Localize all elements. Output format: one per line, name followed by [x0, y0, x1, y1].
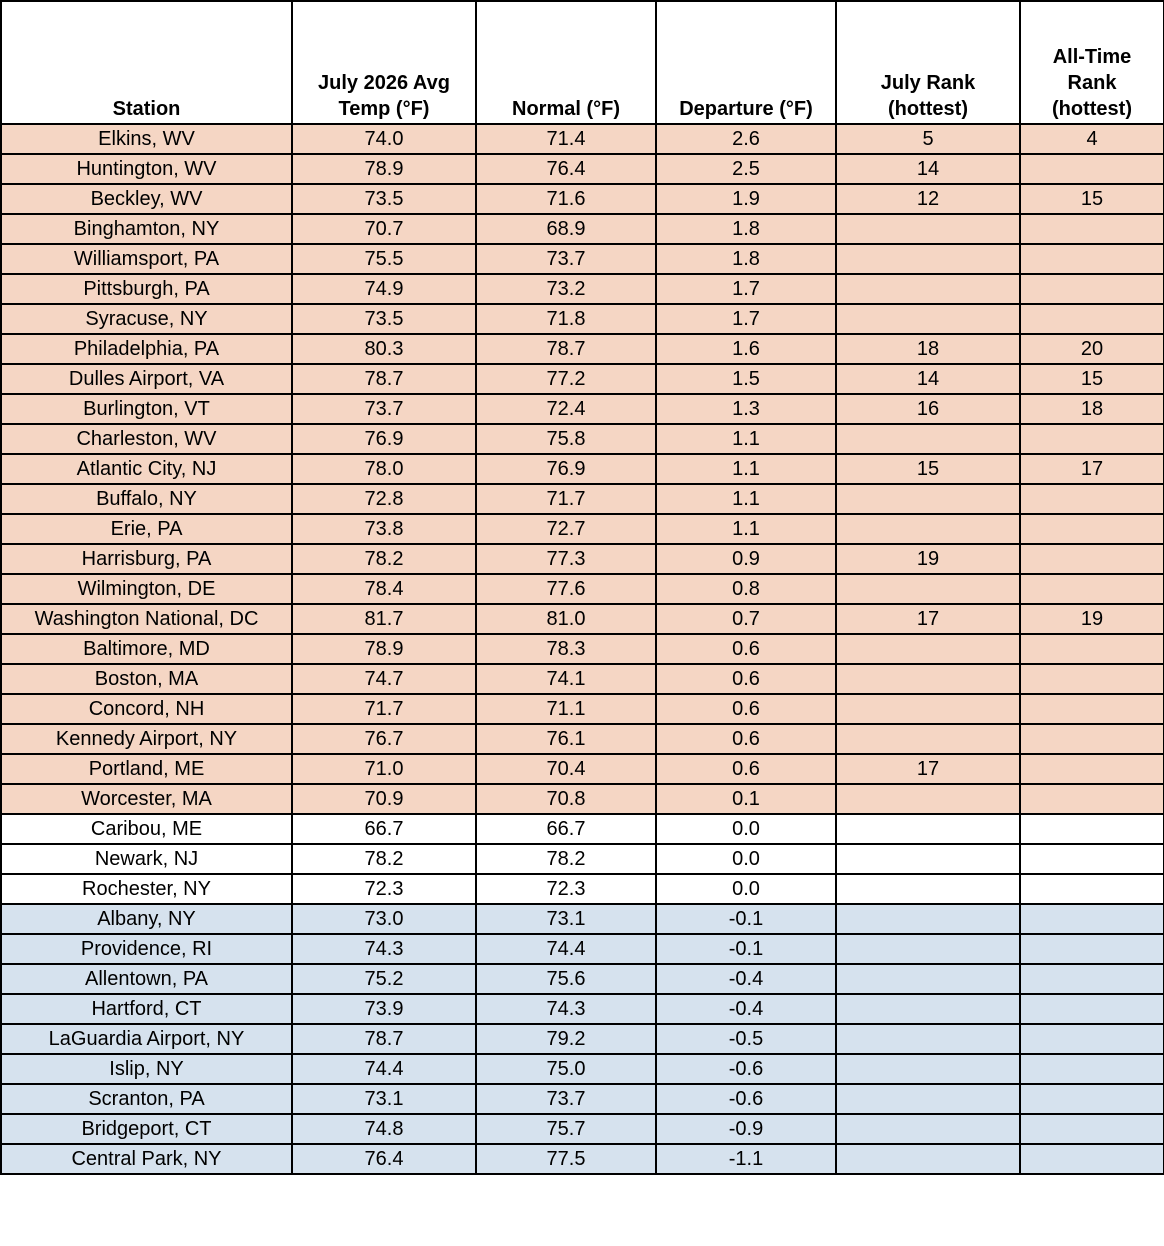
cell-station: LaGuardia Airport, NY: [1, 1024, 292, 1054]
cell-all-time-rank: [1020, 634, 1164, 664]
cell-departure: 1.5: [656, 364, 836, 394]
cell-july-rank: [836, 304, 1020, 334]
cell-departure: -0.4: [656, 964, 836, 994]
cell-station: Albany, NY: [1, 904, 292, 934]
cell-station: Caribou, ME: [1, 814, 292, 844]
cell-normal: 74.3: [476, 994, 656, 1024]
cell-station: Central Park, NY: [1, 1144, 292, 1174]
header-row: [1, 1, 1164, 124]
cell-station: Erie, PA: [1, 514, 292, 544]
cell-normal: 75.0: [476, 1054, 656, 1084]
cell-avg-temp: 76.7: [292, 724, 476, 754]
cell-all-time-rank: 18: [1020, 394, 1164, 424]
cell-july-rank: [836, 1054, 1020, 1084]
cell-avg-temp: 78.7: [292, 1024, 476, 1054]
cell-avg-temp: 80.3: [292, 334, 476, 364]
cell-july-rank: [836, 1084, 1020, 1114]
cell-departure: 0.0: [656, 844, 836, 874]
cell-station: Harrisburg, PA: [1, 544, 292, 574]
cell-normal: 68.9: [476, 214, 656, 244]
cell-avg-temp: 73.1: [292, 1084, 476, 1114]
cell-normal: 66.7: [476, 814, 656, 844]
cell-july-rank: [836, 514, 1020, 544]
header-station: Station: [1, 1, 292, 124]
header-july-rank: July Rank (hottest): [836, 1, 1020, 124]
table-row: [1, 724, 1164, 754]
cell-station: Bridgeport, CT: [1, 1114, 292, 1144]
cell-avg-temp: 78.7: [292, 364, 476, 394]
table-row: [1, 484, 1164, 514]
cell-station: Hartford, CT: [1, 994, 292, 1024]
cell-normal: 74.4: [476, 934, 656, 964]
cell-july-rank: 14: [836, 364, 1020, 394]
cell-avg-temp: 73.5: [292, 304, 476, 334]
header-all-time-rank: All-Time Rank (hottest): [1020, 1, 1164, 124]
cell-departure: 1.7: [656, 274, 836, 304]
cell-station: Dulles Airport, VA: [1, 364, 292, 394]
cell-july-rank: [836, 274, 1020, 304]
header-avg-temp: July 2026 Avg Temp (°F): [292, 1, 476, 124]
cell-normal: 71.1: [476, 694, 656, 724]
cell-july-rank: 19: [836, 544, 1020, 574]
table-row: [1, 574, 1164, 604]
cell-normal: 78.2: [476, 844, 656, 874]
cell-station: Concord, NH: [1, 694, 292, 724]
cell-departure: 0.6: [656, 724, 836, 754]
cell-station: Baltimore, MD: [1, 634, 292, 664]
cell-july-rank: 17: [836, 604, 1020, 634]
cell-departure: 2.6: [656, 124, 836, 154]
cell-normal: 77.6: [476, 574, 656, 604]
cell-all-time-rank: [1020, 844, 1164, 874]
cell-all-time-rank: [1020, 664, 1164, 694]
cell-normal: 70.4: [476, 754, 656, 784]
cell-station: Worcester, MA: [1, 784, 292, 814]
cell-station: Beckley, WV: [1, 184, 292, 214]
cell-july-rank: [836, 904, 1020, 934]
cell-july-rank: [836, 574, 1020, 604]
cell-avg-temp: 75.5: [292, 244, 476, 274]
cell-departure: 2.5: [656, 154, 836, 184]
cell-departure: 1.1: [656, 424, 836, 454]
cell-station: Allentown, PA: [1, 964, 292, 994]
cell-normal: 77.3: [476, 544, 656, 574]
cell-all-time-rank: 17: [1020, 454, 1164, 484]
cell-avg-temp: 78.9: [292, 154, 476, 184]
table-row: [1, 664, 1164, 694]
cell-all-time-rank: [1020, 424, 1164, 454]
table-row: [1, 1024, 1164, 1054]
cell-avg-temp: 74.7: [292, 664, 476, 694]
table-row: [1, 784, 1164, 814]
table-row: [1, 934, 1164, 964]
cell-station: Philadelphia, PA: [1, 334, 292, 364]
cell-avg-temp: 72.8: [292, 484, 476, 514]
cell-departure: -0.1: [656, 904, 836, 934]
cell-station: Huntington, WV: [1, 154, 292, 184]
cell-july-rank: [836, 694, 1020, 724]
cell-station: Kennedy Airport, NY: [1, 724, 292, 754]
cell-normal: 73.7: [476, 1084, 656, 1114]
cell-all-time-rank: [1020, 274, 1164, 304]
cell-july-rank: [836, 784, 1020, 814]
table-row: [1, 334, 1164, 364]
cell-normal: 71.8: [476, 304, 656, 334]
cell-july-rank: [836, 934, 1020, 964]
cell-station: Pittsburgh, PA: [1, 274, 292, 304]
table-row: [1, 904, 1164, 934]
cell-normal: 71.4: [476, 124, 656, 154]
cell-station: Islip, NY: [1, 1054, 292, 1084]
cell-station: Portland, ME: [1, 754, 292, 784]
table-row: [1, 964, 1164, 994]
cell-departure: -0.5: [656, 1024, 836, 1054]
cell-avg-temp: 75.2: [292, 964, 476, 994]
cell-all-time-rank: [1020, 574, 1164, 604]
cell-all-time-rank: [1020, 904, 1164, 934]
cell-avg-temp: 81.7: [292, 604, 476, 634]
cell-avg-temp: 73.7: [292, 394, 476, 424]
cell-avg-temp: 72.3: [292, 874, 476, 904]
table-row: [1, 694, 1164, 724]
cell-all-time-rank: [1020, 304, 1164, 334]
cell-avg-temp: 73.9: [292, 994, 476, 1024]
cell-departure: 0.7: [656, 604, 836, 634]
cell-station: Burlington, VT: [1, 394, 292, 424]
cell-avg-temp: 74.4: [292, 1054, 476, 1084]
cell-all-time-rank: [1020, 1054, 1164, 1084]
cell-all-time-rank: [1020, 724, 1164, 754]
cell-july-rank: [836, 724, 1020, 754]
cell-july-rank: [836, 484, 1020, 514]
cell-departure: 1.7: [656, 304, 836, 334]
table-row: [1, 184, 1164, 214]
cell-avg-temp: 78.4: [292, 574, 476, 604]
cell-station: Charleston, WV: [1, 424, 292, 454]
cell-departure: 0.9: [656, 544, 836, 574]
table-row: [1, 1084, 1164, 1114]
table-row: [1, 634, 1164, 664]
cell-station: Newark, NJ: [1, 844, 292, 874]
cell-avg-temp: 71.0: [292, 754, 476, 784]
cell-departure: 0.1: [656, 784, 836, 814]
cell-all-time-rank: [1020, 814, 1164, 844]
cell-avg-temp: 76.9: [292, 424, 476, 454]
cell-normal: 75.6: [476, 964, 656, 994]
table-row: [1, 1054, 1164, 1084]
cell-all-time-rank: [1020, 1024, 1164, 1054]
cell-avg-temp: 74.9: [292, 274, 476, 304]
cell-normal: 81.0: [476, 604, 656, 634]
table-row: [1, 544, 1164, 574]
cell-station: Williamsport, PA: [1, 244, 292, 274]
cell-departure: -0.4: [656, 994, 836, 1024]
cell-july-rank: 18: [836, 334, 1020, 364]
cell-july-rank: 14: [836, 154, 1020, 184]
cell-avg-temp: 78.2: [292, 844, 476, 874]
cell-departure: -0.6: [656, 1084, 836, 1114]
cell-departure: 1.8: [656, 244, 836, 274]
cell-july-rank: [836, 664, 1020, 694]
cell-departure: -1.1: [656, 1144, 836, 1174]
cell-all-time-rank: [1020, 994, 1164, 1024]
table-row: [1, 394, 1164, 424]
cell-avg-temp: 76.4: [292, 1144, 476, 1174]
cell-avg-temp: 73.8: [292, 514, 476, 544]
cell-normal: 70.8: [476, 784, 656, 814]
cell-departure: 0.0: [656, 814, 836, 844]
cell-avg-temp: 73.0: [292, 904, 476, 934]
cell-normal: 78.3: [476, 634, 656, 664]
cell-normal: 73.2: [476, 274, 656, 304]
cell-normal: 77.2: [476, 364, 656, 394]
cell-all-time-rank: 15: [1020, 364, 1164, 394]
cell-departure: -0.6: [656, 1054, 836, 1084]
cell-all-time-rank: [1020, 694, 1164, 724]
cell-avg-temp: 74.3: [292, 934, 476, 964]
cell-july-rank: 5: [836, 124, 1020, 154]
table-row: [1, 604, 1164, 634]
cell-avg-temp: 78.9: [292, 634, 476, 664]
cell-normal: 73.7: [476, 244, 656, 274]
cell-july-rank: [836, 1114, 1020, 1144]
cell-avg-temp: 78.0: [292, 454, 476, 484]
cell-departure: -0.9: [656, 1114, 836, 1144]
cell-july-rank: [836, 634, 1020, 664]
cell-all-time-rank: [1020, 1114, 1164, 1144]
cell-all-time-rank: [1020, 1084, 1164, 1114]
cell-normal: 72.3: [476, 874, 656, 904]
cell-normal: 71.7: [476, 484, 656, 514]
cell-normal: 75.8: [476, 424, 656, 454]
cell-all-time-rank: 15: [1020, 184, 1164, 214]
cell-july-rank: [836, 964, 1020, 994]
cell-departure: 1.9: [656, 184, 836, 214]
header-normal: Normal (°F): [476, 1, 656, 124]
cell-normal: 76.1: [476, 724, 656, 754]
cell-july-rank: 17: [836, 754, 1020, 784]
table-row: [1, 424, 1164, 454]
cell-all-time-rank: [1020, 514, 1164, 544]
cell-all-time-rank: [1020, 784, 1164, 814]
cell-july-rank: [836, 1024, 1020, 1054]
table-row: [1, 454, 1164, 484]
cell-july-rank: [836, 214, 1020, 244]
table-row: [1, 364, 1164, 394]
cell-all-time-rank: [1020, 1144, 1164, 1174]
cell-station: Rochester, NY: [1, 874, 292, 904]
cell-all-time-rank: [1020, 484, 1164, 514]
header-departure: Departure (°F): [656, 1, 836, 124]
table-body: [1, 124, 1164, 1174]
table-row: [1, 304, 1164, 334]
table-row: [1, 814, 1164, 844]
cell-departure: 1.6: [656, 334, 836, 364]
cell-all-time-rank: 20: [1020, 334, 1164, 364]
cell-departure: 1.8: [656, 214, 836, 244]
cell-avg-temp: 70.9: [292, 784, 476, 814]
cell-avg-temp: 70.7: [292, 214, 476, 244]
cell-all-time-rank: 4: [1020, 124, 1164, 154]
cell-station: Elkins, WV: [1, 124, 292, 154]
cell-avg-temp: 74.0: [292, 124, 476, 154]
cell-normal: 78.7: [476, 334, 656, 364]
cell-station: Boston, MA: [1, 664, 292, 694]
cell-departure: 0.8: [656, 574, 836, 604]
cell-normal: 76.4: [476, 154, 656, 184]
cell-avg-temp: 78.2: [292, 544, 476, 574]
table-row: [1, 514, 1164, 544]
cell-july-rank: [836, 424, 1020, 454]
cell-all-time-rank: [1020, 244, 1164, 274]
table-row: [1, 1144, 1164, 1174]
cell-normal: 75.7: [476, 1114, 656, 1144]
cell-station: Washington National, DC: [1, 604, 292, 634]
cell-july-rank: 16: [836, 394, 1020, 424]
cell-departure: 1.1: [656, 484, 836, 514]
table-row: [1, 1114, 1164, 1144]
cell-station: Scranton, PA: [1, 1084, 292, 1114]
cell-avg-temp: 74.8: [292, 1114, 476, 1144]
cell-all-time-rank: [1020, 214, 1164, 244]
cell-departure: 1.1: [656, 514, 836, 544]
cell-normal: 76.9: [476, 454, 656, 484]
cell-july-rank: [836, 844, 1020, 874]
cell-normal: 79.2: [476, 1024, 656, 1054]
cell-departure: 0.6: [656, 694, 836, 724]
cell-all-time-rank: [1020, 754, 1164, 784]
cell-departure: -0.1: [656, 934, 836, 964]
cell-departure: 1.1: [656, 454, 836, 484]
table-row: [1, 244, 1164, 274]
table-row: [1, 154, 1164, 184]
cell-station: Syracuse, NY: [1, 304, 292, 334]
cell-avg-temp: 71.7: [292, 694, 476, 724]
cell-july-rank: [836, 1144, 1020, 1174]
cell-july-rank: [836, 244, 1020, 274]
cell-departure: 0.6: [656, 634, 836, 664]
cell-normal: 74.1: [476, 664, 656, 694]
table-row: [1, 754, 1164, 784]
cell-avg-temp: 66.7: [292, 814, 476, 844]
cell-normal: 71.6: [476, 184, 656, 214]
table-row: [1, 214, 1164, 244]
cell-station: Wilmington, DE: [1, 574, 292, 604]
cell-july-rank: 12: [836, 184, 1020, 214]
cell-july-rank: [836, 814, 1020, 844]
cell-normal: 73.1: [476, 904, 656, 934]
cell-all-time-rank: [1020, 964, 1164, 994]
cell-station: Providence, RI: [1, 934, 292, 964]
table-row: [1, 874, 1164, 904]
cell-station: Buffalo, NY: [1, 484, 292, 514]
cell-departure: 0.6: [656, 664, 836, 694]
table-row: [1, 274, 1164, 304]
cell-all-time-rank: [1020, 154, 1164, 184]
cell-july-rank: [836, 994, 1020, 1024]
cell-normal: 77.5: [476, 1144, 656, 1174]
cell-all-time-rank: 19: [1020, 604, 1164, 634]
cell-departure: 0.6: [656, 754, 836, 784]
cell-departure: 0.0: [656, 874, 836, 904]
cell-july-rank: [836, 874, 1020, 904]
cell-normal: 72.7: [476, 514, 656, 544]
cell-station: Atlantic City, NJ: [1, 454, 292, 484]
cell-july-rank: 15: [836, 454, 1020, 484]
table-row: [1, 844, 1164, 874]
cell-station: Binghamton, NY: [1, 214, 292, 244]
cell-departure: 1.3: [656, 394, 836, 424]
cell-all-time-rank: [1020, 544, 1164, 574]
cell-all-time-rank: [1020, 874, 1164, 904]
cell-avg-temp: 73.5: [292, 184, 476, 214]
table-row: [1, 124, 1164, 154]
cell-all-time-rank: [1020, 934, 1164, 964]
table-row: [1, 994, 1164, 1024]
cell-normal: 72.4: [476, 394, 656, 424]
